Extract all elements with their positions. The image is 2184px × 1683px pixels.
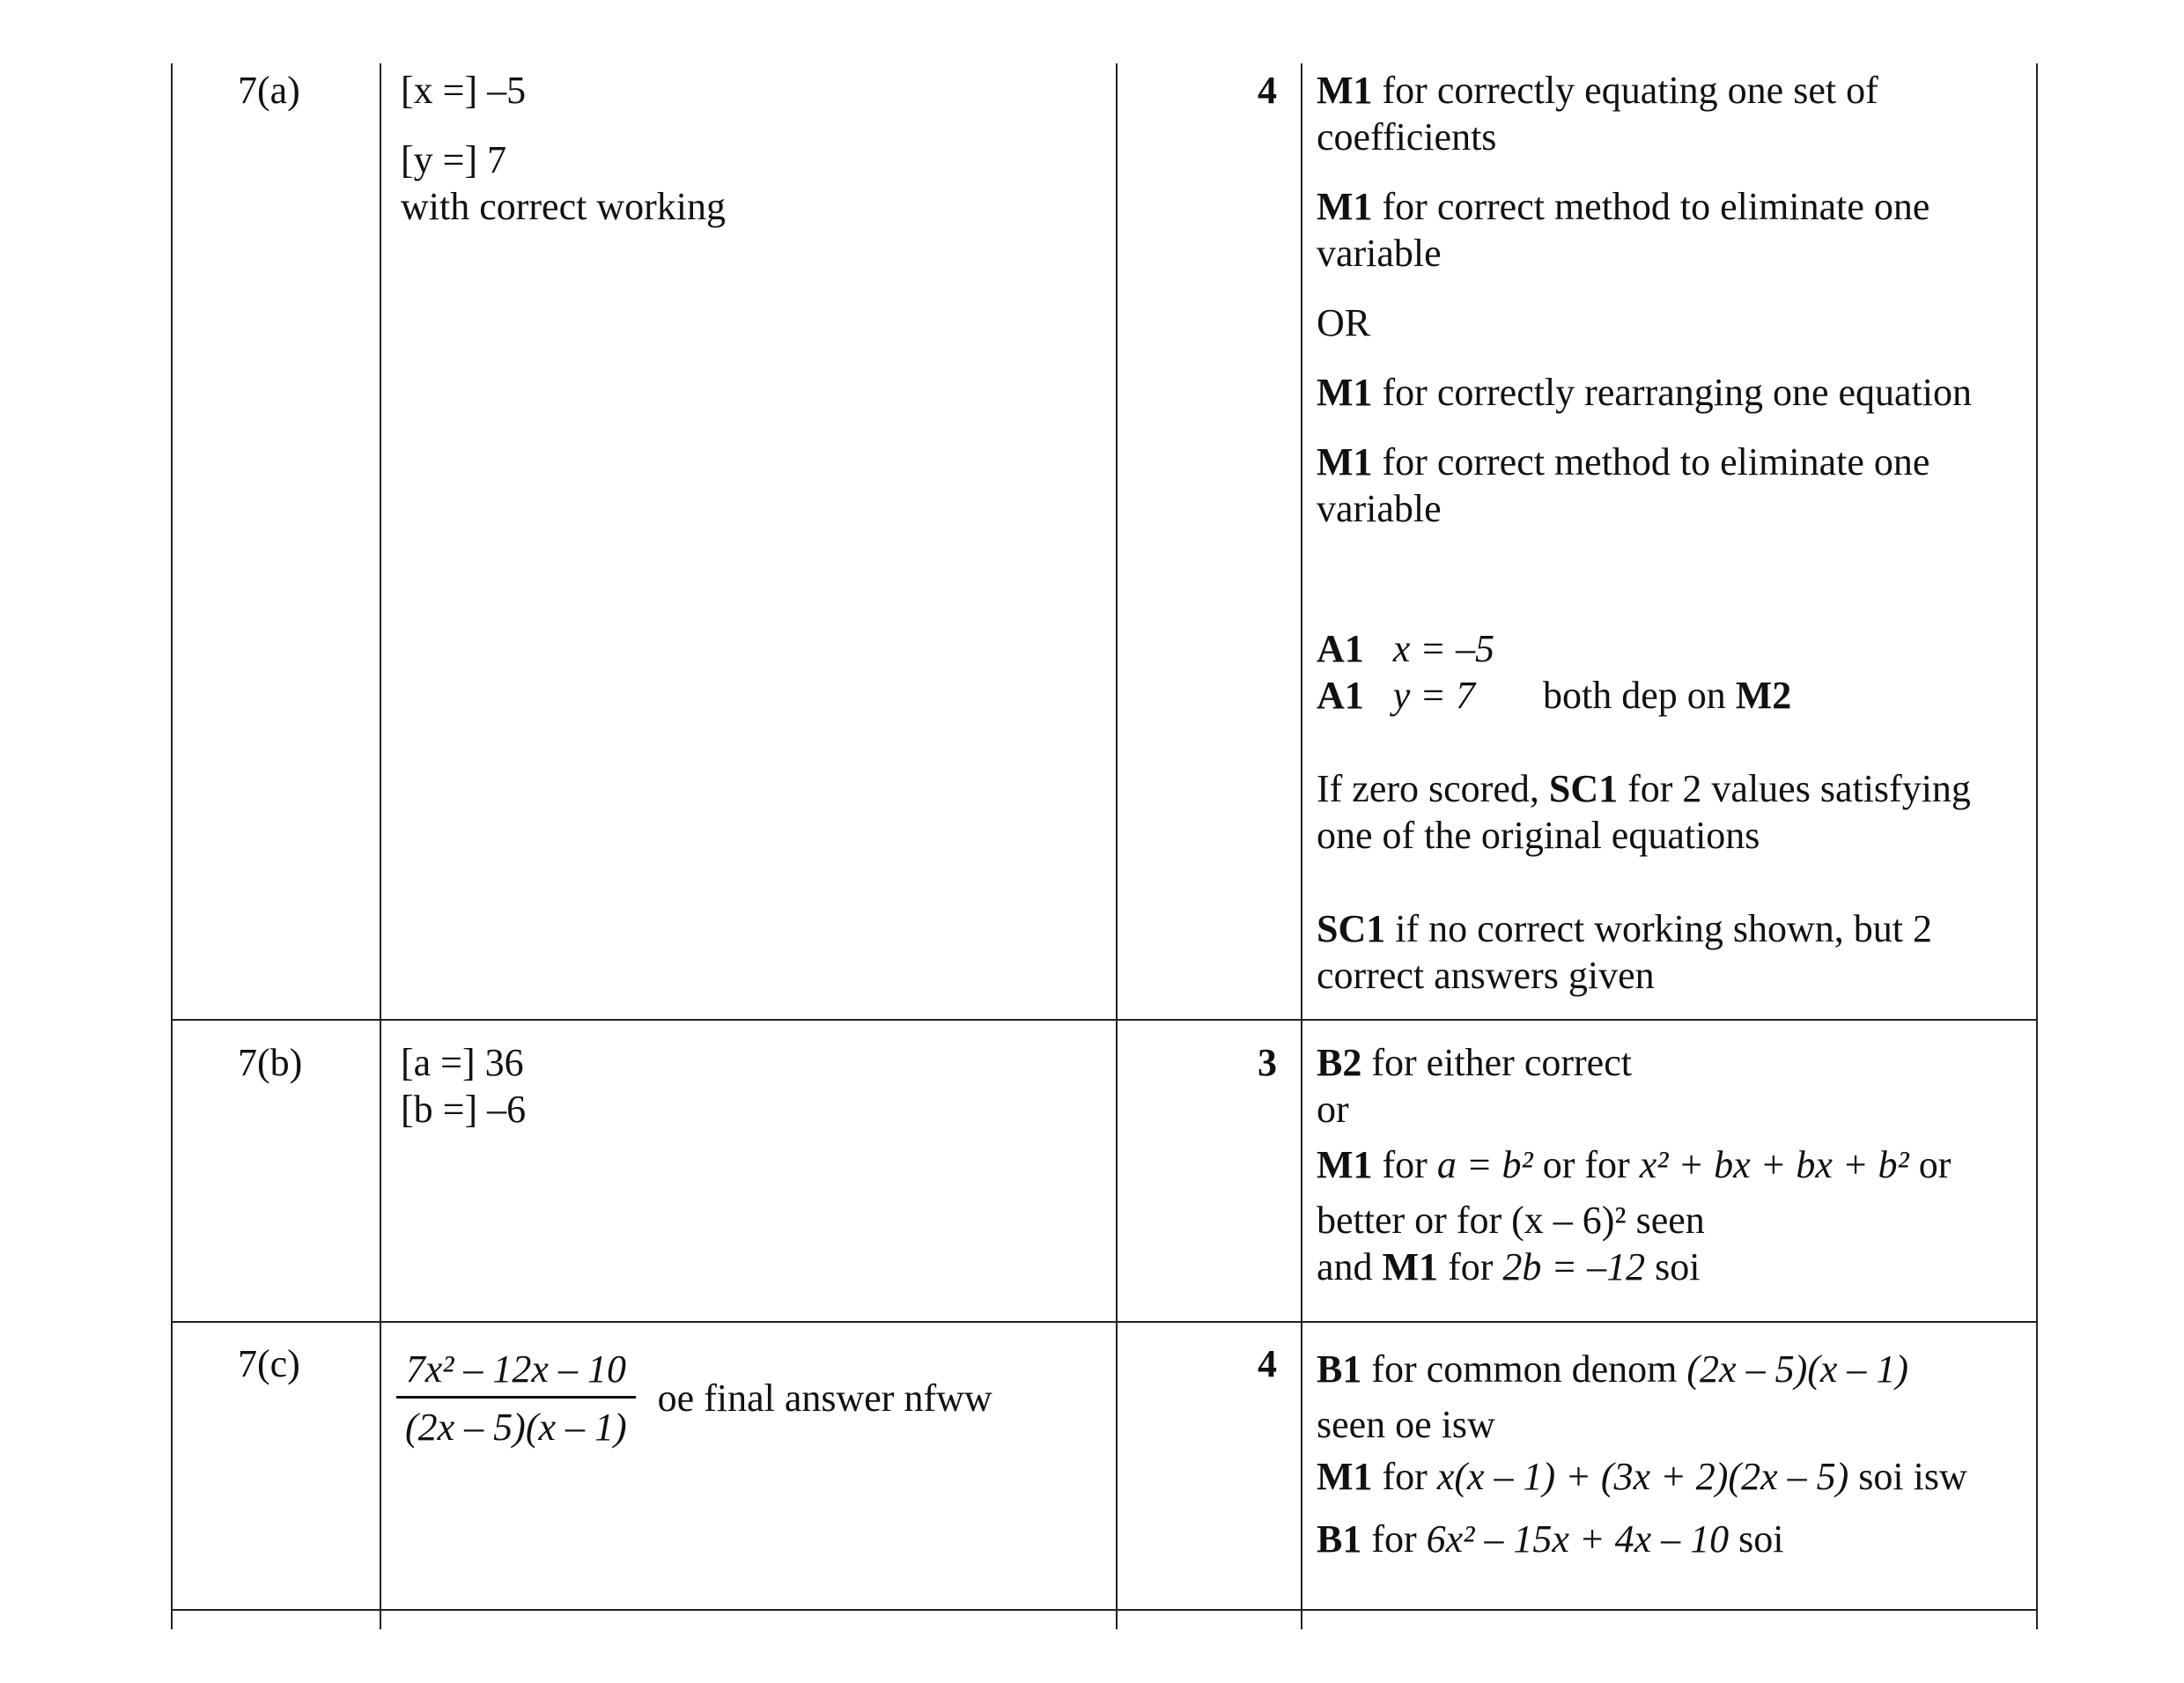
guidance-7a-sc1-answers: SC1 if no correct working shown, but 2 correct answers given — [1317, 907, 1933, 997]
guidance-7b-or: or — [1317, 1088, 1349, 1131]
guidance-7a-m1-equate: M1 for correctly equating one set of coefficients — [1317, 69, 1878, 159]
guidance-7a-a1-y: A1 y = 7 both dep on M2 — [1317, 674, 1792, 717]
answer-7c — [396, 1346, 992, 1450]
answer-7c-note: oe final answer nfww — [657, 1377, 992, 1420]
answer-7a-x: [x =] –5 — [401, 69, 527, 112]
guidance-7b-m1-first: M1 for a = b² or for x² + bx + bx + b² or — [1317, 1143, 1952, 1186]
guidance-7c-b1-seen: seen oe isw — [1317, 1403, 1495, 1446]
answer-7b-a: [a =] 36 — [401, 1041, 524, 1084]
question-number-7a: 7(a) — [238, 69, 300, 112]
guidance-7b-m1-better: better or for (x – 6)² seen — [1317, 1199, 1705, 1242]
guidance-7a-m1-eliminate: M1 for correct method to eliminate one variable — [1317, 185, 1930, 275]
question-number-7b: 7(b) — [238, 1041, 303, 1084]
guidance-7a-m1-rearrange: M1 for correctly rearranging one equation — [1317, 371, 1972, 414]
mark-7b: 3 — [1258, 1041, 1277, 1084]
guidance-7b — [1317, 1039, 2021, 1290]
guidance-7b-m1-second: and M1 for 2b = –12 soi — [1317, 1245, 1701, 1288]
question-number-7c: 7(c) — [238, 1342, 300, 1385]
mark-7c: 4 — [1258, 1342, 1277, 1385]
guidance-7b-b2: B2 for either correct — [1317, 1041, 1632, 1084]
guidance-7c-m1: M1 for x(x – 1) + (3x + 2)(2x – 5) soi isw — [1317, 1455, 1967, 1498]
answer-7a-y: [y =] 7 — [401, 138, 507, 181]
guidance-7a-sc1-zero: If zero scored, SC1 for 2 values satisfying one of the original equations — [1317, 767, 1971, 857]
guidance-7c — [1317, 1346, 2030, 1562]
guidance-7c-b1-denom: B1 for common denom (2x – 5)(x – 1) — [1317, 1347, 1909, 1391]
guidance-7a — [1317, 67, 2021, 999]
guidance-7a-m1-eliminate-2: M1 for correct method to eliminate one variable — [1317, 440, 1930, 530]
mark-7a: 4 — [1258, 69, 1277, 112]
guidance-7c-b1-expand: B1 for 6x² – 15x + 4x – 10 soi — [1317, 1517, 1784, 1561]
guidance-7a-or: OR — [1317, 301, 1371, 344]
guidance-7a-a1-x: A1 x = –5 — [1317, 627, 1495, 670]
answer-7c-numerator: 7x² – 12x – 10 — [396, 1346, 636, 1399]
answer-7c-denominator: (2x – 5)(x – 1) — [405, 1406, 627, 1449]
answer-7a — [401, 67, 726, 230]
answer-7a-note: with correct working — [401, 185, 726, 228]
answer-7b — [401, 1039, 526, 1133]
answer-7b-b: [b =] –6 — [401, 1088, 527, 1131]
answer-7c-fraction — [396, 1346, 636, 1450]
